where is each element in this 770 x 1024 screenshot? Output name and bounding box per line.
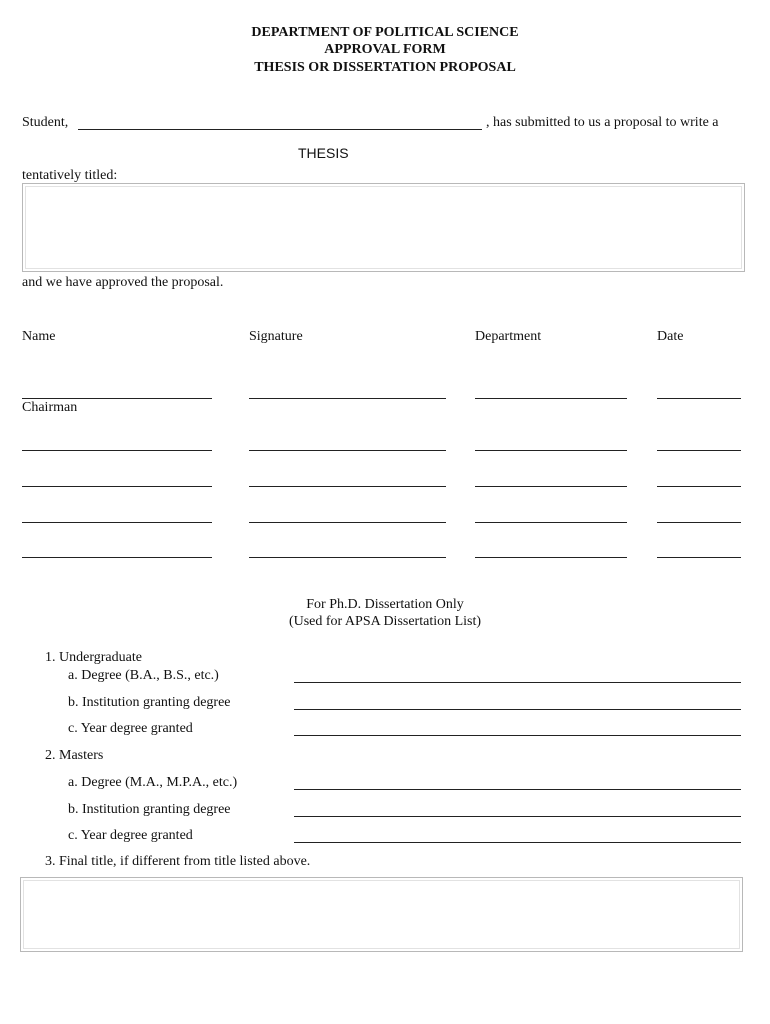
student-name-field[interactable] <box>78 129 482 130</box>
undergrad-degree-field[interactable] <box>294 682 741 683</box>
committee-department-field[interactable] <box>475 398 627 399</box>
committee-date-field[interactable] <box>657 486 741 487</box>
chairman-label: Chairman <box>22 400 78 415</box>
undergrad-year-field[interactable] <box>294 735 741 736</box>
committee-date-field[interactable] <box>657 450 741 451</box>
tentative-label: tentatively titled: <box>22 168 118 183</box>
column-header-department: Department <box>475 329 542 344</box>
phd-section-subheading: (Used for APSA Dissertation List) <box>288 614 482 629</box>
masters-degree-label: a. Degree (M.A., M.P.A., etc.) <box>68 775 238 790</box>
committee-date-field[interactable] <box>657 522 741 523</box>
final-title-field[interactable] <box>20 877 743 952</box>
masters-institution-field[interactable] <box>294 816 741 817</box>
committee-name-field[interactable] <box>22 522 212 523</box>
undergrad-year-label: c. Year degree granted <box>68 721 193 736</box>
committee-name-field[interactable] <box>22 557 212 558</box>
student-label: Student, <box>22 115 69 130</box>
masters-label: 2. Masters <box>45 748 104 763</box>
committee-signature-field[interactable] <box>249 557 446 558</box>
undergrad-institution-label: b. Institution granting degree <box>68 695 231 710</box>
form-title-department: DEPARTMENT OF POLITICAL SCIENCE <box>251 25 519 40</box>
column-header-date: Date <box>657 329 684 344</box>
committee-signature-field[interactable] <box>249 398 446 399</box>
proposal-type-field[interactable]: THESIS <box>298 145 349 161</box>
committee-department-field[interactable] <box>475 557 627 558</box>
committee-date-field[interactable] <box>657 398 741 399</box>
committee-department-field[interactable] <box>475 522 627 523</box>
masters-year-label: c. Year degree granted <box>68 828 193 843</box>
committee-signature-field[interactable] <box>249 486 446 487</box>
form-title-proposal: THESIS OR DISSERTATION PROPOSAL <box>254 60 516 75</box>
approved-text: and we have approved the proposal. <box>22 275 224 290</box>
column-header-signature: Signature <box>249 329 303 344</box>
committee-signature-field[interactable] <box>249 450 446 451</box>
submitted-text: , has submitted to us a proposal to write a <box>486 115 719 130</box>
final-title-label: 3. Final title, if different from title listed above. <box>45 854 311 869</box>
form-title-approval: APPROVAL FORM <box>324 42 446 57</box>
committee-signature-field[interactable] <box>249 522 446 523</box>
masters-degree-field[interactable] <box>294 789 741 790</box>
masters-year-field[interactable] <box>294 842 741 843</box>
undergraduate-label: 1. Undergraduate <box>45 650 142 665</box>
proposal-title-field[interactable] <box>22 183 745 272</box>
committee-date-field[interactable] <box>657 557 741 558</box>
committee-name-field[interactable] <box>22 450 212 451</box>
column-header-name: Name <box>22 329 56 344</box>
committee-department-field[interactable] <box>475 486 627 487</box>
committee-name-field[interactable] <box>22 486 212 487</box>
committee-department-field[interactable] <box>475 450 627 451</box>
undergrad-institution-field[interactable] <box>294 709 741 710</box>
committee-name-field[interactable] <box>22 398 212 399</box>
undergrad-degree-label: a. Degree (B.A., B.S., etc.) <box>68 668 219 683</box>
masters-institution-label: b. Institution granting degree <box>68 802 231 817</box>
phd-section-heading: For Ph.D. Dissertation Only <box>306 597 464 612</box>
